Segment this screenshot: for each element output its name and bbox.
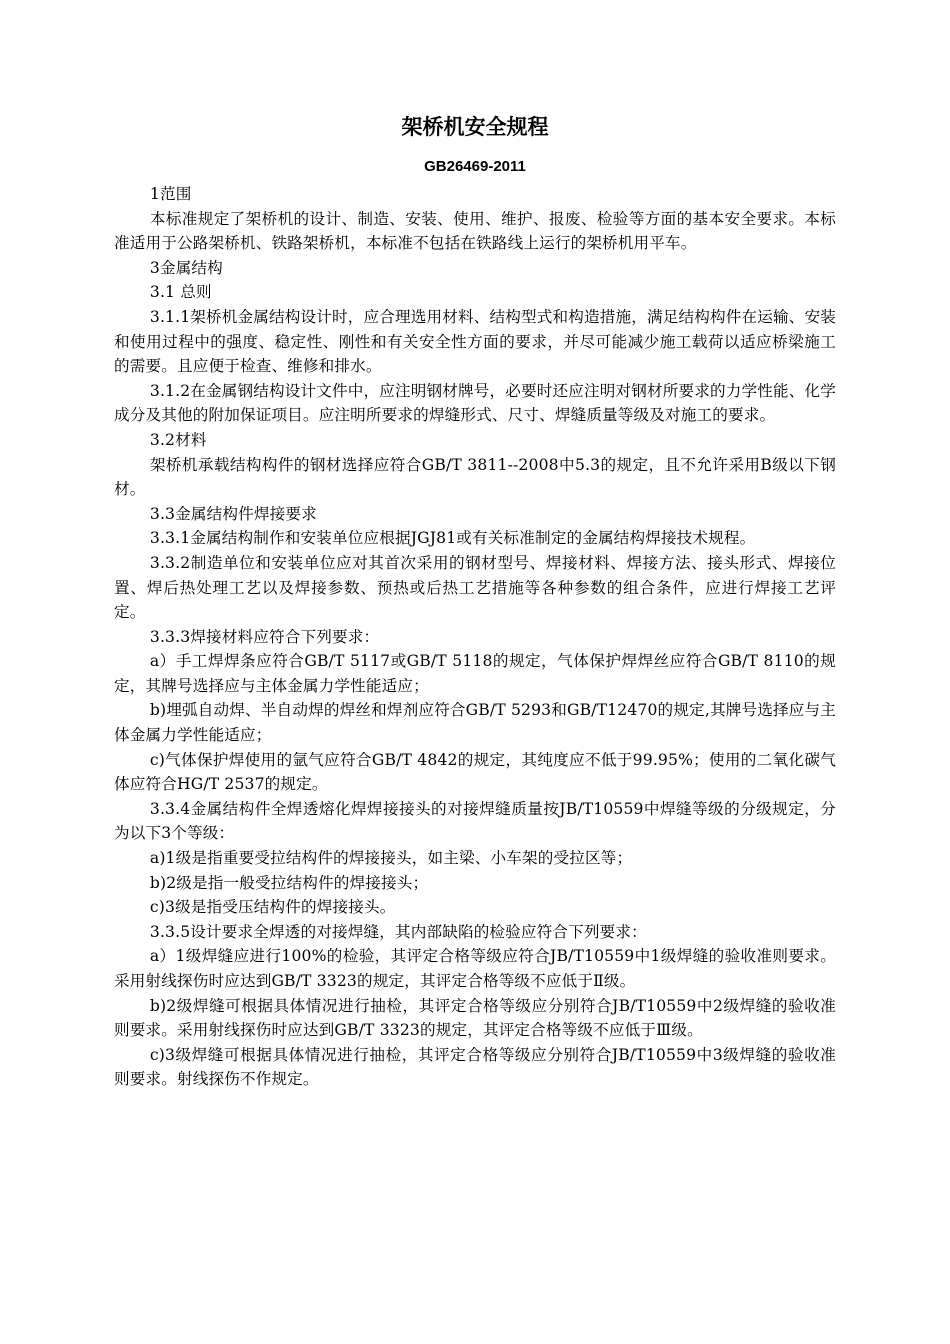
paragraph: 3.3.3焊接材料应符合下列要求：	[149, 627, 380, 646]
paragraph: 3.1.1架桥机金属结构设计时，应合理选用材料、结构型式和构造措施，满足结构构件在运输、安装和使用过程中的强度、稳定性、刚性和有关安全性方面的要求，并尽可能减少施工载荷以适应桥梁施工的需要。且应便于检查、维修和排水。	[114, 307, 836, 376]
paragraph: 架桥机承载结构构件的钢材选择应符合GB/T 3811--2008中5.3的规定，且不允许采用B级以下钢材。	[114, 455, 836, 499]
paragraph: b)2级是指一般受拉结构件的焊接接头；	[149, 873, 429, 892]
paragraph: c)3级是指受压结构件的焊接接头。	[149, 898, 396, 917]
paragraph: 本标准规定了架桥机的设计、制造、安装、使用、维护、报废、检验等方面的基本安全要求。本标准适用于公路架桥机、铁路架桥机，本标准不包括在铁路线上运行的架桥机用平车。	[114, 209, 836, 253]
paragraph: a）1级焊缝应进行100%的检验，其评定合格等级应符合JB/T10559中1级焊缝的验收准则要求。采用射线探伤时应达到GB/T 3323的规定，其评定合格等级不应低于Ⅱ级。	[114, 947, 836, 990]
paragraph: b)2级焊缝可根据具体情况进行抽检，其评定合格等级应分别符合JB/T10559中2级焊缝的验收准则要求。采用射线探伤时应达到GB/T 3323的规定，其评定合格等级不应低于Ⅲ级。	[114, 996, 836, 1040]
paragraph: 3.1 总则	[149, 283, 212, 302]
paragraph: c)3级焊缝可根据具体情况进行抽检，其评定合格等级应分别符合JB/T10559中3级焊缝的验收准则要求。射线探伤不作规定。	[114, 1045, 836, 1089]
paragraph: 3.1.2在金属钢结构设计文件中，应注明钢材牌号，必要时还应注明对钢材所要求的力学性能、化学成分及其他的附加保证项目。应注明所要求的焊缝形式、尺寸、焊缝质量等级及对施工的要求。	[114, 381, 836, 425]
paragraph: a)1级是指重要受拉结构件的焊接接头，如主梁、小车架的受拉区等；	[149, 849, 633, 868]
paragraph: 3金属结构	[149, 258, 223, 277]
document-body	[114, 182, 836, 1092]
paragraph: c)气体保护焊使用的氩气应符合GB/T 4842的规定，其纯度应不低于99.95%；使用的二氧化碳气体应符合HG/T 2537的规定。	[114, 750, 836, 794]
standard-code: GB26469-2011	[424, 158, 526, 175]
paragraph: 1范围	[149, 185, 192, 203]
paragraph: 3.3.4金属结构件全焊透熔化焊焊接接头的对接焊缝质量按JB/T10559中焊缝等级的分级规定，分为以下3个等级：	[114, 799, 836, 843]
paragraph: 3.3金属结构件焊接要求	[149, 504, 317, 523]
paragraph: 3.3.1金属结构制作和安装单位应根据JGJ81或有关标准制定的金属结构焊接技术规程。	[149, 529, 756, 548]
paragraph: 3.3.5设计要求全焊透的对接焊缝，其内部缺陷的检验应符合下列要求：	[149, 922, 647, 941]
paragraph: b)埋弧自动焊、半自动焊的焊丝和焊剂应符合GB/T 5293和GB/T12470的规定,其牌号选择应与主体金属力学性能适应；	[114, 701, 836, 745]
document-title: 架桥机安全规程	[401, 115, 549, 139]
paragraph: a）手工焊焊条应符合GB/T 5117或GB/T 5118的规定，气体保护焊焊丝应符合GB/T 8110的规定，其牌号选择应与主体金属力学性能适应；	[114, 652, 836, 695]
paragraph: 3.3.2制造单位和安装单位应对其首次采用的钢材型号、焊接材料、焊接方法、接头形式、焊接位置、焊后热处理工艺以及焊接参数、预热或后热工艺措施等各种参数的组合条件，应进行焊接工艺评定。	[114, 553, 836, 622]
paragraph: 3.2材料	[149, 430, 207, 449]
